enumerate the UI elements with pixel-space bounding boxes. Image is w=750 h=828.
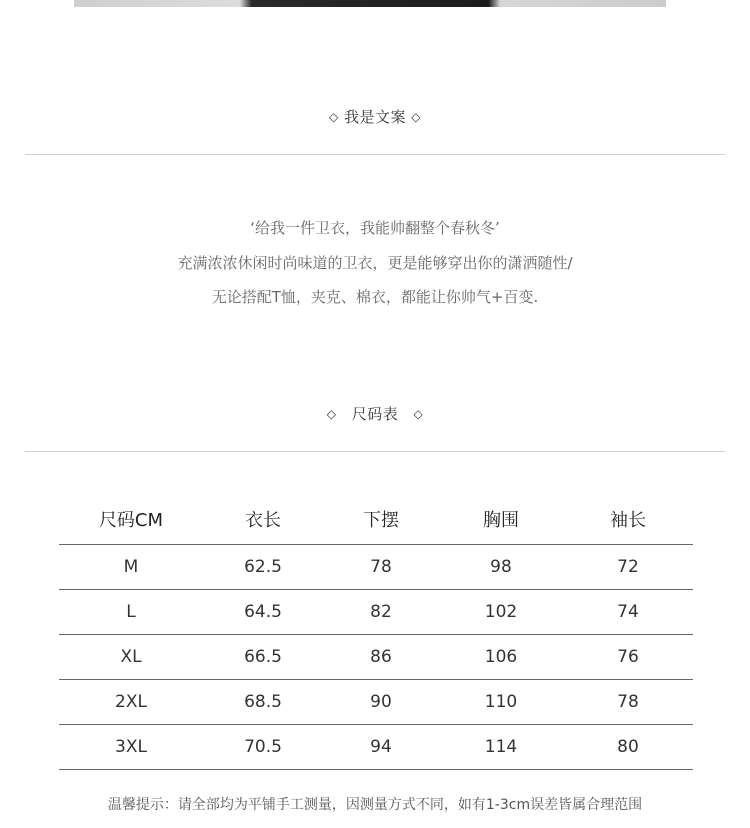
cell-hem: 90 — [370, 691, 392, 712]
cell-chest: 106 — [484, 646, 518, 667]
table-row — [59, 589, 693, 634]
table-row — [59, 544, 693, 589]
cell-sleeve: 80 — [617, 736, 639, 757]
diamond-left-icon: ◇ — [328, 110, 339, 124]
copy-section-title — [0, 106, 750, 127]
size-section-title — [0, 403, 750, 424]
size-section-title-label: 尺码表 — [351, 405, 399, 423]
diamond-left-icon: ◇ — [326, 407, 337, 421]
size-table-header-row — [59, 500, 693, 544]
header-size: 尺码CM — [98, 510, 164, 531]
cell-hem: 82 — [370, 601, 392, 622]
copy-line: 无论搭配T恤，夹克、棉衣，都能让你帅气+百变. — [211, 288, 539, 306]
diamond-right-icon: ◇ — [413, 407, 424, 421]
cell-sleeve: 76 — [617, 646, 639, 667]
cell-size: 2XL — [115, 691, 147, 712]
product-photo-bottom-edge — [74, 0, 666, 7]
cell-sleeve: 72 — [617, 556, 639, 577]
table-row — [59, 634, 693, 679]
copy-line: 充满浓浓休闲时尚味道的卫衣，更是能够穿出你的潇洒随性/ — [177, 254, 573, 272]
cell-size: M — [123, 556, 139, 577]
measurement-note: 温馨提示：请全部均为平铺手工测量，因测量方式不同，如有1-3cm误差皆属合理范围 — [107, 797, 643, 813]
cell-length: 62.5 — [244, 556, 282, 577]
diamond-right-icon: ◇ — [411, 110, 422, 124]
header-hem: 下摆 — [363, 510, 399, 531]
cell-size: XL — [120, 646, 142, 667]
header-sleeve: 袖长 — [610, 510, 646, 531]
cell-sleeve: 74 — [617, 601, 639, 622]
cell-hem: 86 — [370, 646, 392, 667]
divider — [25, 154, 725, 155]
header-length: 衣长 — [245, 510, 281, 531]
cell-chest: 102 — [484, 601, 518, 622]
table-row — [59, 679, 693, 724]
cell-hem: 94 — [370, 736, 392, 757]
cell-length: 70.5 — [244, 736, 282, 757]
cell-length: 68.5 — [244, 691, 282, 712]
copy-section-title-label: 我是文案 — [343, 108, 406, 126]
cell-hem: 78 — [370, 556, 392, 577]
copy-line: ‘给我一件卫衣，我能帅翻整个春秋冬’ — [250, 219, 500, 237]
cell-chest: 114 — [484, 736, 518, 757]
cell-size: L — [126, 601, 136, 622]
cell-length: 66.5 — [244, 646, 282, 667]
divider — [25, 451, 725, 452]
header-chest: 胸围 — [483, 510, 519, 531]
cell-length: 64.5 — [244, 601, 282, 622]
cell-size: 3XL — [115, 736, 147, 757]
cell-chest: 98 — [490, 556, 512, 577]
cell-sleeve: 78 — [617, 691, 639, 712]
cell-chest: 110 — [484, 691, 518, 712]
table-row — [59, 724, 693, 769]
size-table — [59, 500, 693, 770]
